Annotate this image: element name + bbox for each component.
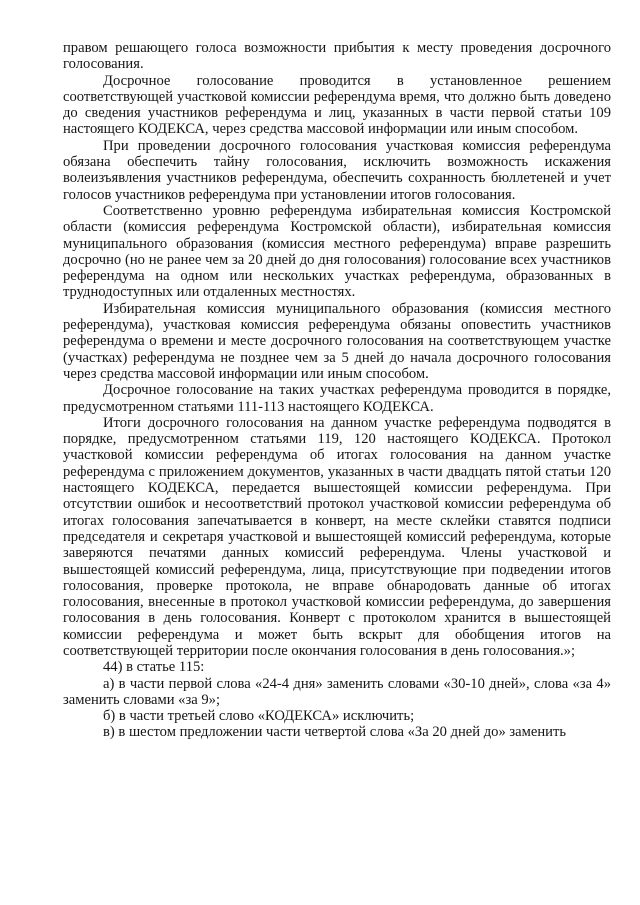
paragraph-secrecy: При проведении досрочного голосования участковая комиссия референдума обязана обеспечить тайну голосования, исключить возможность искажения волеизъявления участников референдума, обеспечить сохранность бюллетеней и учет голосов участников референдума при установлении итогов голосования. xyxy=(63,137,611,203)
paragraph-item-b: б) в части третьей слово «КОДЕКСА» исключить; xyxy=(103,708,415,725)
paragraph-results: Итоги досрочного голосования на данном участке референдума подводятся в порядке, предусмотренном статьями 119, 120 настоящего КОДЕКСА. Протокол участковой комиссии референдума об итогах голосования на данном участке референдума с приложением документов, указанных в части двадцать пятой статьи 120 настоящего КОДЕКСА, передается вышестоящей комиссии референдума. При отсутствии ошибок и несоответствий протокол участковой комиссии референдума об итогах голосования запечатывается в конверт, на месте склейки ставятся подписи председателя и секретаря участковой и вышестоящей комиссий референдума, которые заверяются печатями данных комиссий референдума. Члены участковой и вышестоящей комиссий референдума, лица, присутствующие при подведении итогов голосования, проверке протокола, не вправе обнародовать данные об итогах голосования, внесенные в протокол участковой комиссии референдума, до завершения голосования в день голосования. Конверт с протоколом хранится в вышестоящей комиссии референдума и может быть вскрыт для обобщения итогов на соответствующей территории после окончания голосования в день голосования.»; xyxy=(63,414,611,659)
paragraph-continuation: правом решающего голоса возможности прибытия к месту проведения досрочного голосования. xyxy=(63,40,611,73)
document-page xyxy=(63,40,611,741)
paragraph-item-a: а) в части первой слова «24-4 дня» заменить словами «30-10 дней», слова «за 4» заменить словами «за 9»; xyxy=(63,675,611,708)
paragraph-early-voting-time: Досрочное голосование проводится в установленное решением соответствующей участковой комиссии референдума время, что должно быть доведено до сведения участников референдума и лиц, указанных в части первой статьи 109 настоящего КОДЕКСА, через средства массовой информации или иным способом. xyxy=(63,72,611,138)
paragraph-procedure: Досрочное голосование на таких участках референдума проводится в порядке, предусмотренном статьями 111-113 настоящего КОДЕКСА. xyxy=(63,382,611,415)
paragraph-item-v: в) в шестом предложении части четвертой слова «За 20 дней до» заменить xyxy=(103,724,567,741)
paragraph-remote-areas: Соответственно уровню референдума избирательная комиссия Костромской области (комиссия референдума Костромской области), избирательная комиссия муниципального образования (комиссия местного референдума) вправе разрешить досрочно (но не ранее чем за 20 дней до дня голосования) голосование всех участников референдума на одном или нескольких участках референдума, образованных в труднодоступных или отдаленных местностях. xyxy=(63,202,611,301)
paragraph-notification: Избирательная комиссия муниципального образования (комиссия местного референдума), участковая комиссия референдума обязаны оповестить участников референдума о времени и месте досрочного голосования на соответствующем участке (участках) референдума не позднее чем за 5 дней до начала досрочного голосования через средства массовой информации или иным способом. xyxy=(63,300,611,382)
paragraph-item-44: 44) в статье 115: xyxy=(103,659,205,676)
